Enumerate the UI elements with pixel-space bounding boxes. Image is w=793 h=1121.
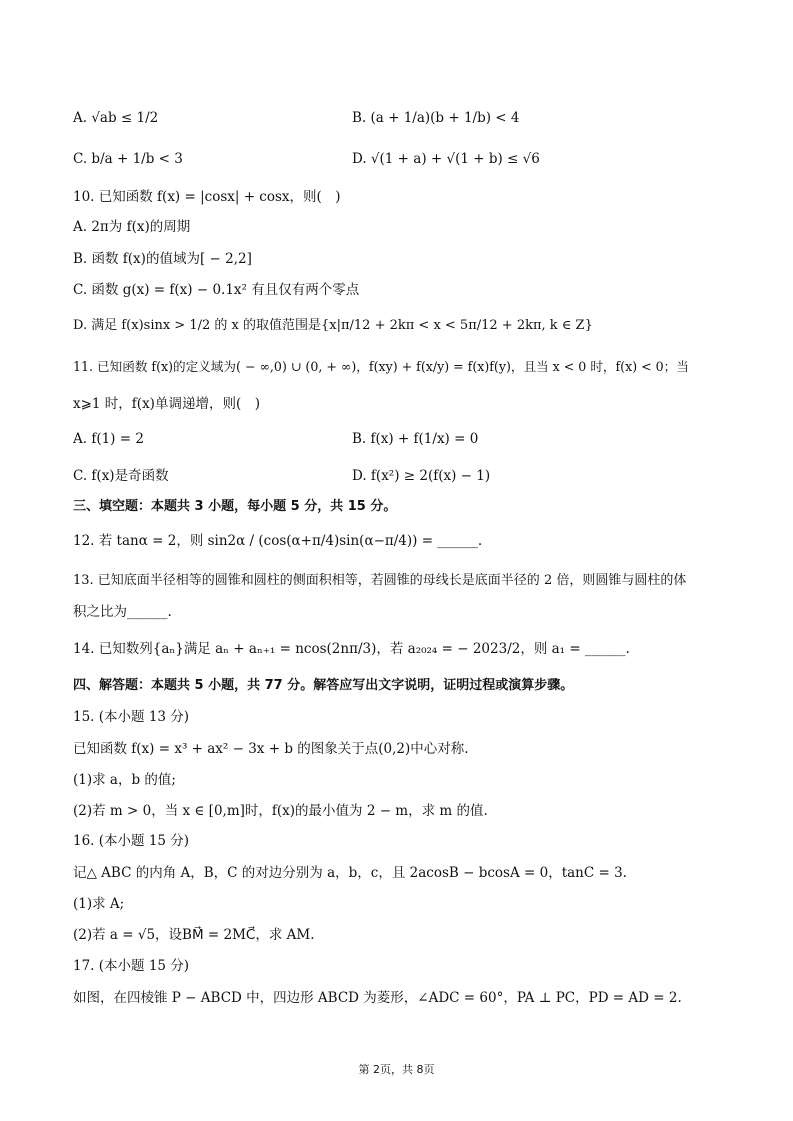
q9-option-d: D. √(1 + a) + √(1 + b) ≤ √6 <box>352 151 540 167</box>
q12-stem: 12. 若 tanα = 2，则 sin2α / (cos(α+π/4)sin(α−π/4)) = ______. <box>73 533 483 549</box>
q10-stem: 10. 已知函数 f(x) = |cosx| + cosx，则( ) <box>73 189 341 205</box>
q16-part1: (1)求 A; <box>73 896 125 912</box>
q11-option-b: B. f(x) + f(1/x) = 0 <box>352 431 479 447</box>
q9-option-c: C. b/a + 1/b < 3 <box>73 151 183 167</box>
q15-stem: 已知函数 f(x) = x³ + ax² − 3x + b 的图象关于点(0,2)中心对称. <box>73 741 469 757</box>
section-3-heading: 三、填空题：本题共 3 小题，每小题 5 分，共 15 分。 <box>73 499 397 514</box>
q9-option-b: B. (a + 1/a)(b + 1/b) < 4 <box>352 110 520 126</box>
q11-stem-line1: 11. 已知函数 f(x)的定义域为( − ∞,0) ∪ (0, + ∞)，f(xy) + f(x/y) = f(x)f(y)，且当 x < 0 时，f(x) < 0；当 <box>73 359 689 374</box>
q11-option-d: D. f(x²) ≥ 2(f(x) − 1) <box>352 468 491 484</box>
q16-title: 16. (本小题 15 分) <box>73 833 190 849</box>
q16-part2: (2)若 a = √5，设BM⃗ = 2MC⃗，求 AM. <box>73 927 315 943</box>
q17-stem: 如图，在四棱锥 P − ABCD 中，四边形 ABCD 为菱形，∠ADC = 60°，PA ⊥ PC，PD = AD = 2. <box>73 990 682 1006</box>
q10-option-c: C. 函数 g(x) = f(x) − 0.1x² 有且仅有两个零点 <box>73 282 360 298</box>
q10-option-b: B. 函数 f(x)的值域为[ − 2,2] <box>73 251 252 267</box>
q9-option-a: A. √ab ≤ 1/2 <box>73 110 159 126</box>
q11-option-a: A. f(1) = 2 <box>73 431 144 447</box>
q11-stem-line2: x⩾1 时，f(x)单调递增，则( ) <box>73 396 260 412</box>
section-4-heading: 四、解答题：本题共 5 小题，共 77 分。解答应写出文字说明，证明过程或演算步骤。 <box>73 678 574 693</box>
q14-stem: 14. 已知数列{aₙ}满足 aₙ + aₙ₊₁ = ncos(2nπ/3)，若 a₂₀₂₄ = − 2023/2，则 a₁ = ______. <box>73 641 630 657</box>
q17-title: 17. (本小题 15 分) <box>73 958 190 974</box>
q15-part2: (2)若 m > 0，当 x ∈ [0,m]时，f(x)的最小值为 2 − m，求 m 的值. <box>73 803 488 819</box>
q10-option-d: D. 满足 f(x)sinx > 1/2 的 x 的取值范围是{x|π/12 + 2kπ < x < 5π/12 + 2kπ, k ∈ Z} <box>73 318 593 333</box>
q13-line2: 积之比为______. <box>73 604 172 620</box>
q13-line1: 13. 已知底面半径相等的圆锥和圆柱的侧面积相等，若圆锥的母线长是底面半径的 2 倍，则圆锥与圆柱的体 <box>73 573 687 588</box>
q10-option-a: A. 2π为 f(x)的周期 <box>73 219 191 235</box>
q15-part1: (1)求 a，b 的值; <box>73 772 176 788</box>
q16-stem: 记△ ABC 的内角 A，B，C 的对边分别为 a，b，c，且 2acosB − bcosA = 0，tanC = 3. <box>73 865 627 881</box>
page-footer: 第 2页，共 8页 <box>358 1063 435 1076</box>
q15-title: 15. (本小题 13 分) <box>73 709 190 725</box>
q11-option-c: C. f(x)是奇函数 <box>73 468 169 484</box>
